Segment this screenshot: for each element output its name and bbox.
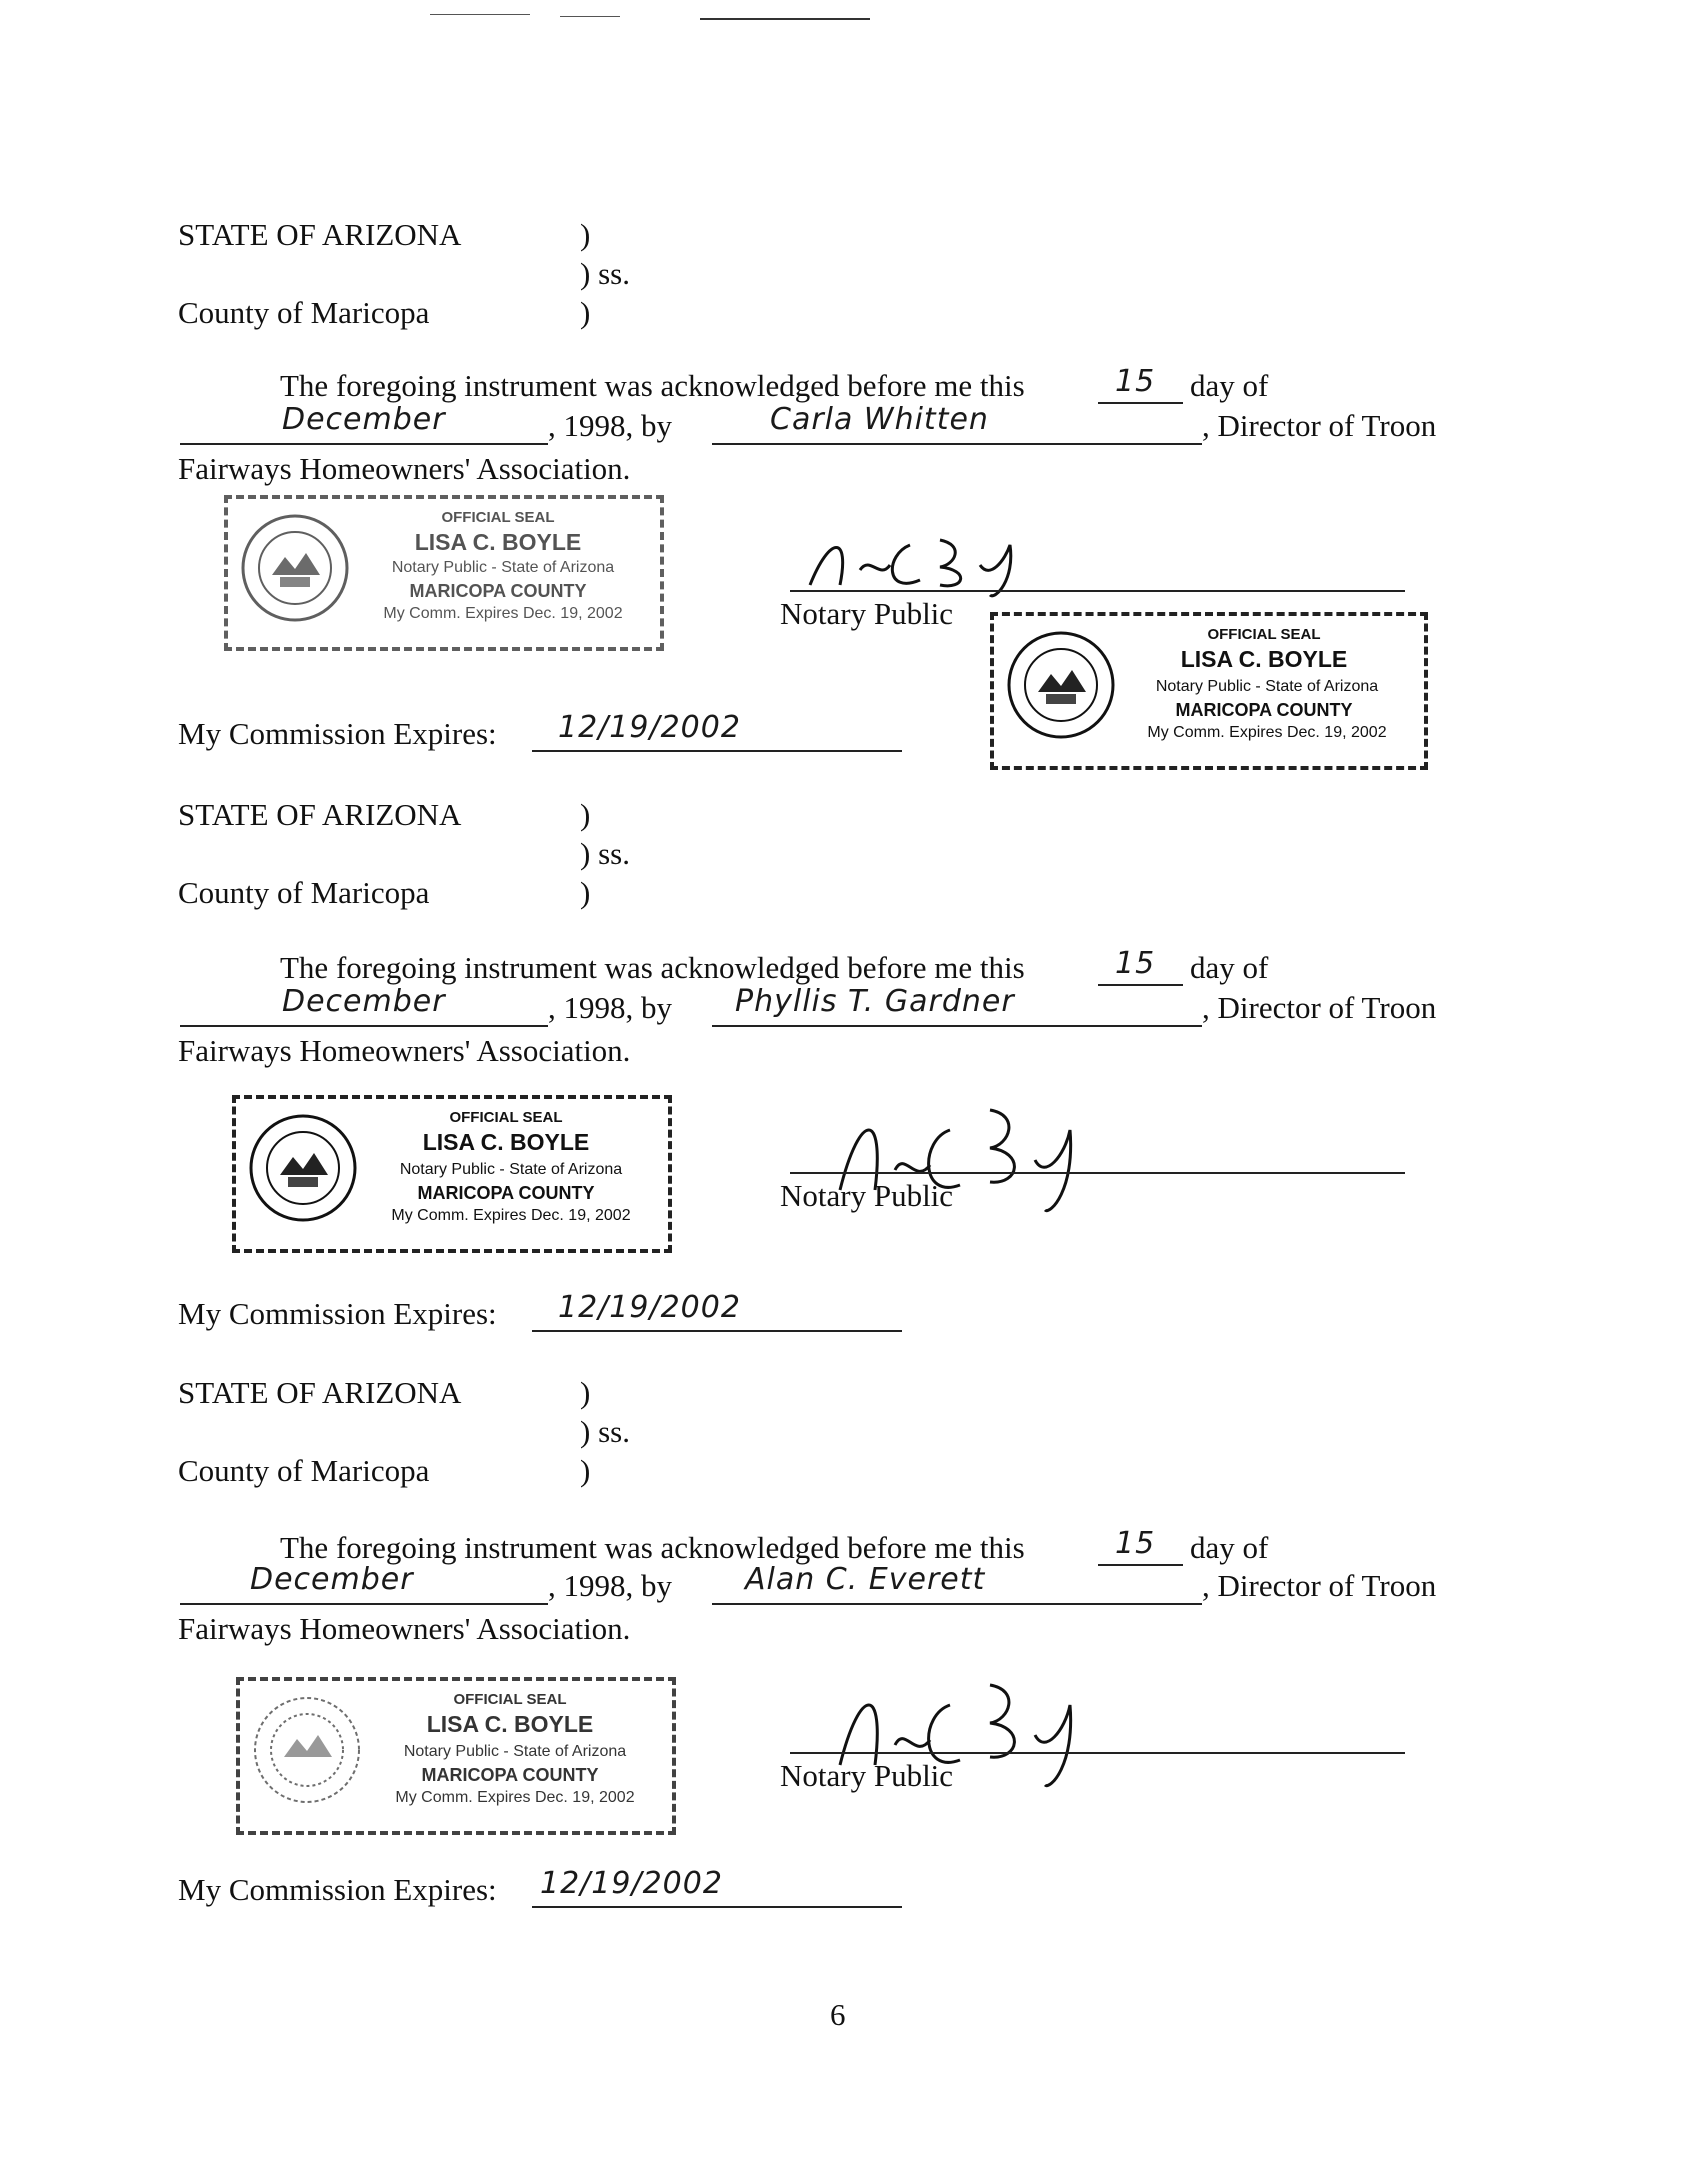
signer-line xyxy=(712,1603,1202,1605)
signer-handwritten: Phyllis T. Gardner xyxy=(735,984,1015,1019)
commission-expires-label: My Commission Expires: xyxy=(178,1296,497,1331)
day-of-text: day of xyxy=(1190,1530,1269,1565)
month-handwritten: December xyxy=(282,984,446,1019)
state-seal-emblem xyxy=(252,1695,362,1805)
signer-line xyxy=(712,1025,1202,1027)
acknowledgment-text: The foregoing instrument was acknowledged before me this xyxy=(280,368,1025,403)
seal-expiry: My Comm. Expires Dec. 19, 2002 xyxy=(395,1789,635,1806)
expires-handwritten: 12/19/2002 xyxy=(558,710,741,745)
day-line xyxy=(1098,402,1183,404)
venue-paren: ) xyxy=(580,797,591,832)
commission-expires-label: My Commission Expires: xyxy=(178,1872,497,1907)
day-line xyxy=(1098,984,1183,986)
day-of-text: day of xyxy=(1190,950,1269,985)
signature-line xyxy=(790,590,1405,592)
seal-name: LISA C. BOYLE xyxy=(422,1129,590,1155)
scan-artifact xyxy=(700,18,870,20)
signer-handwritten: Carla Whitten xyxy=(770,402,989,437)
state-seal-emblem xyxy=(240,513,350,623)
day-of-text: day of xyxy=(1190,368,1269,403)
seal-title: OFFICIAL SEAL xyxy=(449,1109,563,1126)
seal-title: OFFICIAL SEAL xyxy=(441,509,555,526)
month-handwritten: December xyxy=(282,402,446,437)
association-text: Fairways Homeowners' Association. xyxy=(178,1033,631,1068)
day-handwritten: 15 xyxy=(1115,1526,1156,1561)
official-seal-stamp xyxy=(236,1677,676,1835)
seal-county: MARICOPA COUNTY xyxy=(409,581,587,601)
venue-paren: ) xyxy=(580,295,591,330)
venue-paren: ) xyxy=(580,1375,591,1410)
signature-line xyxy=(790,1752,1405,1754)
notary-signature xyxy=(790,525,1090,605)
role-text: , Director of Troon xyxy=(1202,1568,1437,1603)
expires-line xyxy=(532,750,902,752)
seal-county: MARICOPA COUNTY xyxy=(417,1183,595,1203)
seal-office: Notary Public - State of Arizona xyxy=(403,1743,627,1760)
year-by-text: , 1998, by xyxy=(548,408,672,443)
association-text: Fairways Homeowners' Association. xyxy=(178,1611,631,1646)
official-seal-stamp xyxy=(990,612,1428,770)
county-heading: County of Maricopa xyxy=(178,1453,430,1488)
month-line xyxy=(180,1025,548,1027)
notary-label: Notary Public xyxy=(780,1758,954,1793)
seal-office: Notary Public - State of Arizona xyxy=(1155,678,1379,695)
seal-office: Notary Public - State of Arizona xyxy=(391,559,615,576)
page-number: 6 xyxy=(830,1997,846,2032)
seal-name: LISA C. BOYLE xyxy=(414,529,582,555)
seal-county: MARICOPA COUNTY xyxy=(421,1765,599,1785)
commission-expires-label: My Commission Expires: xyxy=(178,716,497,751)
seal-name: LISA C. BOYLE xyxy=(1180,646,1348,672)
month-line xyxy=(180,1603,548,1605)
notary-label: Notary Public xyxy=(780,596,954,631)
seal-county: MARICOPA COUNTY xyxy=(1175,700,1353,720)
ss-marker: ) ss. xyxy=(580,1414,630,1449)
scan-artifact xyxy=(430,14,530,15)
signature-line xyxy=(790,1172,1405,1174)
seal-office: Notary Public - State of Arizona xyxy=(399,1161,623,1178)
venue-paren: ) xyxy=(580,875,591,910)
role-text: , Director of Troon xyxy=(1202,990,1437,1025)
state-seal-emblem xyxy=(248,1113,358,1223)
seal-expiry: My Comm. Expires Dec. 19, 2002 xyxy=(1147,724,1387,741)
notary-label: Notary Public xyxy=(780,1178,954,1213)
signer-line xyxy=(712,443,1202,445)
expires-handwritten: 12/19/2002 xyxy=(540,1866,723,1901)
month-line xyxy=(180,443,548,445)
state-seal-emblem xyxy=(1006,630,1116,740)
venue-paren: ) xyxy=(580,217,591,252)
acknowledgment-text: The foregoing instrument was acknowledged before me this xyxy=(280,1530,1025,1565)
seal-expiry: My Comm. Expires Dec. 19, 2002 xyxy=(391,1207,631,1224)
day-handwritten: 15 xyxy=(1115,364,1156,399)
scan-artifact xyxy=(560,16,620,17)
venue-paren: ) xyxy=(580,1453,591,1488)
seal-expiry: My Comm. Expires Dec. 19, 2002 xyxy=(383,605,623,622)
day-line xyxy=(1098,1564,1183,1566)
state-heading: STATE OF ARIZONA xyxy=(178,797,462,832)
state-heading: STATE OF ARIZONA xyxy=(178,217,462,252)
seal-name: LISA C. BOYLE xyxy=(426,1711,594,1737)
year-by-text: , 1998, by xyxy=(548,990,672,1025)
official-seal-stamp xyxy=(232,1095,672,1253)
expires-handwritten: 12/19/2002 xyxy=(558,1290,741,1325)
association-text: Fairways Homeowners' Association. xyxy=(178,451,631,486)
expires-line xyxy=(532,1330,902,1332)
official-seal-stamp xyxy=(224,495,664,651)
state-heading: STATE OF ARIZONA xyxy=(178,1375,462,1410)
acknowledgment-text: The foregoing instrument was acknowledged before me this xyxy=(280,950,1025,985)
seal-title: OFFICIAL SEAL xyxy=(453,1691,567,1708)
day-handwritten: 15 xyxy=(1115,946,1156,981)
month-handwritten: December xyxy=(250,1562,414,1597)
ss-marker: ) ss. xyxy=(580,836,630,871)
role-text: , Director of Troon xyxy=(1202,408,1437,443)
county-heading: County of Maricopa xyxy=(178,295,430,330)
seal-title: OFFICIAL SEAL xyxy=(1207,626,1321,643)
signer-handwritten: Alan C. Everett xyxy=(745,1562,986,1597)
county-heading: County of Maricopa xyxy=(178,875,430,910)
ss-marker: ) ss. xyxy=(580,256,630,291)
year-by-text: , 1998, by xyxy=(548,1568,672,1603)
expires-line xyxy=(532,1906,902,1908)
